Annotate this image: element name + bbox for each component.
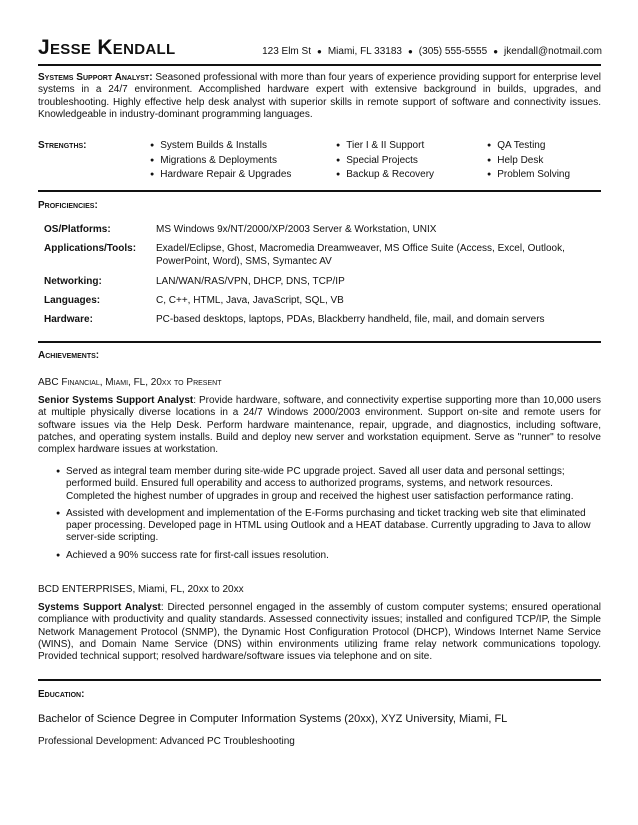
- professional-development: Professional Development: Advanced PC Troubleshooting: [38, 736, 295, 747]
- education-degree: Bachelor of Science Degree in Computer Information Systems (20xx), XYZ University, Miami, FL: [38, 713, 508, 725]
- proficiencies-title: Proficiencies:: [38, 200, 98, 211]
- list-item: ● Problem Solving: [487, 168, 570, 183]
- prof-value: PC-based desktops, laptops, PDAs, Blackberry handheld, file, mail, and domain servers: [156, 314, 545, 325]
- list-item: ● System Builds & Installs: [150, 139, 291, 154]
- prof-key: Networking:: [44, 276, 102, 287]
- list-item: ● Assisted with development and implementation of the E-Forms purchasing and ticket tracking web site that eliminated paper processing. Developed page in HTML using Outlook and a HEAT database. Currently upgrading to Java to allow server-side scripting.: [66, 508, 601, 545]
- phone: (305) 555-5555: [418, 46, 488, 57]
- divider: [38, 190, 601, 192]
- job-1-bullets: [38, 466, 601, 567]
- prof-value: C, C++, HTML, Java, JavaScript, SQL, VB: [156, 295, 344, 306]
- prof-key: Languages:: [44, 295, 101, 306]
- divider: [38, 679, 601, 681]
- divider: [38, 341, 601, 343]
- strengths-label: Strengths:: [38, 140, 87, 151]
- table-row: [38, 243, 601, 276]
- job-2-role: Systems Support Analyst: [38, 602, 161, 613]
- email: jkendall@notmail.com: [504, 46, 602, 57]
- prof-value: Exadel/Eclipse, Ghost, Macromedia Dreamweaver, MS Office Suite (Access, Excel, Outlook, PowerPoint, Word), SMS, Symantec AV: [156, 243, 565, 267]
- table-row: [38, 314, 601, 327]
- job-2-description: Systems Support Analyst: Directed personnel engaged in the assembly of custom computer systems; ensured operational compliance with productivity and quality standards. Assessed connectivity issues; installed and configured TCP/IP, the Simple Network Management Protocol (SNMP), the Dynamic Host Configuration Protocol (DHCP), Windows Internet Name Service (WINS), and Domain Name Service (DNS) within environments utilizing frame relay network communications topology. Provided technical support; resolved hardware/software issues via telephone and on site.: [38, 602, 601, 663]
- table-row: [38, 276, 601, 295]
- list-item: ● Tier I & II Support: [336, 139, 434, 154]
- strengths-col-1: [150, 139, 291, 183]
- list-item: ● QA Testing: [487, 139, 570, 154]
- list-item: ● Help Desk: [487, 154, 570, 169]
- prof-value: MS Windows 9x/NT/2000/XP/2003 Server & Workstation, UNIX: [156, 224, 437, 235]
- candidate-name: Jesse Kendall: [38, 36, 176, 59]
- header-divider: [38, 64, 601, 66]
- education-title: Education:: [38, 689, 85, 700]
- job-1-role: Senior Systems Support Analyst: [38, 395, 194, 406]
- contact-line: 123 Elm St ● Miami, FL 33183 ● (305) 555-5555 ● jkendall@notmail.com: [262, 46, 602, 57]
- list-item: ● Served as integral team member during site-wide PC upgrade project. Saved all user data and personal settings; performed build. Ensured full operability and access to authorized programs, systems, and network resources. Completed the highest number of upgrades in group and received the highest user satisfaction performance rating.: [66, 466, 601, 503]
- strengths-col-2: [336, 139, 434, 183]
- list-item: ● Hardware Repair & Upgrades: [150, 168, 291, 183]
- strengths-col-3: [487, 139, 570, 183]
- achievements-title: Achievements:: [38, 350, 100, 361]
- list-item: ● Achieved a 90% success rate for first-call issues resolution.: [66, 550, 601, 562]
- address: 123 Elm St: [262, 46, 311, 57]
- job-1-description: Senior Systems Support Analyst: Provide hardware, software, and connectivity expertise supporting more than 10,000 users at multiple physically diverse locations in a 24/7 Windows 2000/2003 environment. Support on-site and remote users for software issues via the Help Desk. Perform hardware maintenance, repair, upgrade, and diagnostics, including software, patches, and operating system installs. Build and deploy new server and workstation equipment. Serve as "runner" to resolve complex hardware issues at workstation.: [38, 395, 601, 456]
- table-row: [38, 295, 601, 314]
- list-item: ● Backup & Recovery: [336, 168, 434, 183]
- job-2-company: BCD ENTERPRISES, Miami, FL, 20xx to 20xx: [38, 584, 244, 595]
- city: Miami, FL 33183: [327, 46, 402, 57]
- list-item: ● Special Projects: [336, 154, 434, 169]
- table-row: [38, 224, 601, 243]
- summary-text: Seasoned professional with more than four years of experience providing support for enterprise level systems in a 24/7 environment. Accomplished hardware expert with extensive background in builds, upgrades, and troubleshooting. Highly effective help desk analyst with superior skills in remote support of software and connectivity issues. Knowledgeable in industry-dominant programming languages.: [38, 72, 601, 120]
- prof-value: LAN/WAN/RAS/VPN, DHCP, DNS, TCP/IP: [156, 276, 345, 287]
- prof-key: Applications/Tools:: [44, 243, 137, 254]
- proficiencies-table: [38, 224, 601, 327]
- summary-label: Systems Support Analyst:: [38, 72, 153, 83]
- list-item: ● Migrations & Deployments: [150, 154, 291, 169]
- prof-key: OS/Platforms:: [44, 224, 111, 235]
- prof-key: Hardware:: [44, 314, 93, 325]
- summary-paragraph: [38, 72, 601, 121]
- job-1-company: ABC Financial, Miami, FL, 20xx to Present: [38, 377, 222, 388]
